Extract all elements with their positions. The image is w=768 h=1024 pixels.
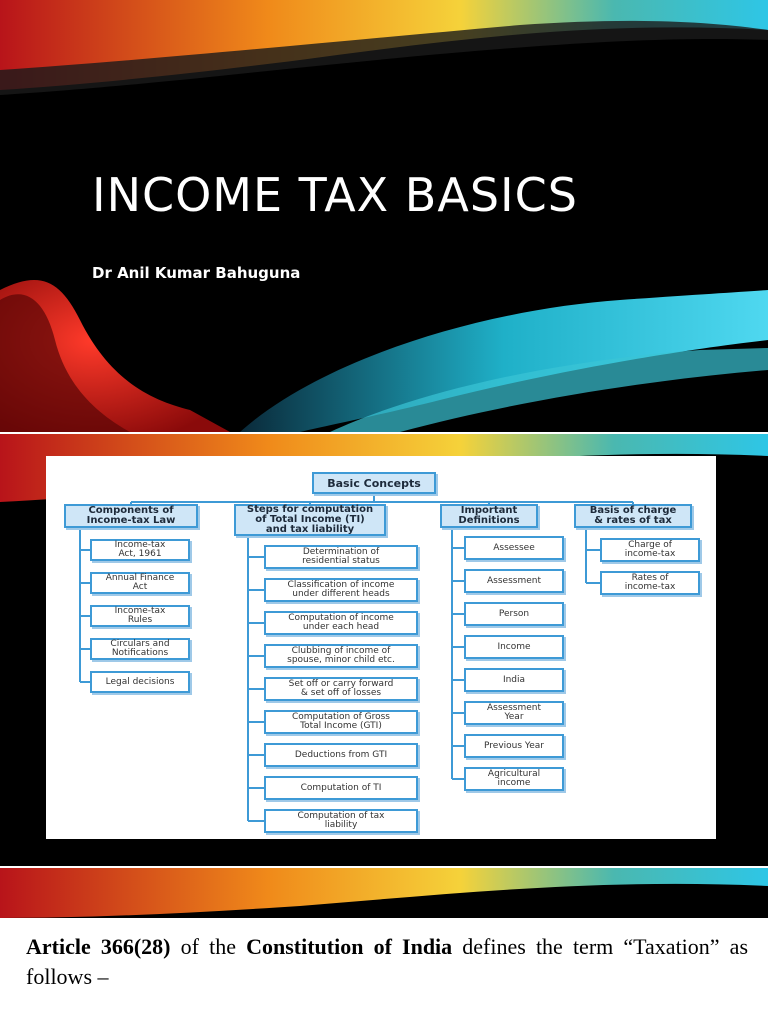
branch-1-item: Income-tax Rules	[90, 605, 190, 627]
branch-1-item: Circulars and Notifications	[90, 638, 190, 660]
branch-2-item: Computation of income under each head	[264, 611, 418, 635]
branch-2-item: Classification of income under different heads	[264, 578, 418, 602]
branch-3-item: Person	[464, 602, 564, 626]
text-slide	[0, 868, 768, 1024]
branch-2-item: Computation of Gross Total Income (GTI)	[264, 710, 418, 734]
branch-4-item: Charge of income-tax	[600, 538, 700, 562]
article-reference: Article 366(28)	[26, 934, 171, 959]
basic-concepts-diagram	[46, 456, 716, 839]
title-slide	[0, 0, 768, 432]
branch-3-item: Assessee	[464, 536, 564, 560]
diagram-slide	[0, 434, 768, 866]
swoosh-decoration	[0, 868, 768, 918]
slide-title: INCOME TAX BASICS	[92, 168, 578, 222]
branch-header-1: Components of Income-tax Law	[64, 504, 198, 528]
branch-3-item: Income	[464, 635, 564, 659]
branch-4-item: Rates of income-tax	[600, 571, 700, 595]
branch-header-3: Important Definitions	[440, 504, 538, 528]
branch-header-2: Steps for computation of Total Income (TI) and tax liability	[234, 504, 386, 536]
author-name: Dr Anil Kumar Bahuguna	[92, 264, 301, 282]
branch-3-item: Previous Year	[464, 734, 564, 758]
article-text-part: defines the term “Taxation” as follows –	[26, 934, 749, 989]
branch-2-item: Computation of TI	[264, 776, 418, 800]
branch-3-item: Assessment Year	[464, 701, 564, 725]
branch-2-item: Set off or carry forward & set off of losses	[264, 677, 418, 701]
article-text-part: of the	[170, 934, 247, 959]
branch-2-item: Deductions from GTI	[264, 743, 418, 767]
branch-3-item: Assessment	[464, 569, 564, 593]
diagram-root-basic-concepts: Basic Concepts	[312, 472, 436, 494]
branch-1-item: Annual Finance Act	[90, 572, 190, 594]
branch-1-item: Legal decisions	[90, 671, 190, 693]
constitution-name: Constitution of India	[246, 934, 453, 959]
branch-header-4: Basis of charge & rates of tax	[574, 504, 692, 528]
branch-3-item: Agricultural income	[464, 767, 564, 791]
article-text	[26, 932, 748, 992]
branch-2-item: Computation of tax liability	[264, 809, 418, 833]
branch-2-item: Clubbing of income of spouse, minor child etc.	[264, 644, 418, 668]
branch-3-item: India	[464, 668, 564, 692]
branch-2-item: Determination of residential status	[264, 545, 418, 569]
branch-1-item: Income-tax Act, 1961	[90, 539, 190, 561]
